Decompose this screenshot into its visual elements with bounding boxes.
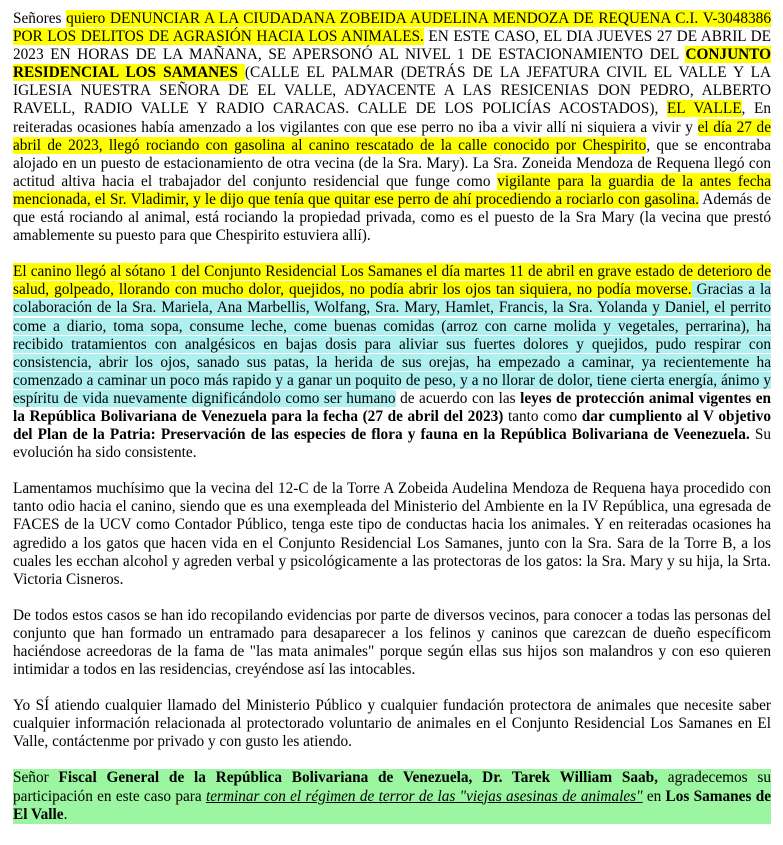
text-period: . (63, 805, 68, 823)
highlight-vigilante: vigilante para la guardia de la antes fecha mencionada, el Sr. Vladimir, y le dijo que tenía que quitar ese perro de ahí procediendo a rociarlo con gasolina. (13, 172, 771, 208)
text-terror-regime: terminar con el régimen de terror de las "viejas asesinas de animales" (205, 787, 643, 805)
text-parking-spot: , que se encontraba alojado en un puesto de estacionamiento de otra vecina (de la Sra. Mary). La Sra. Zoneida Mendoza de Requena llegó con actitud altiva hacia el trabajador del conjunto residencial que funge como (13, 136, 771, 190)
text-senor: Señor (13, 769, 59, 787)
highlight-residence-name: CONJUNTO RESIDENCIAL LOS SAMANES (13, 46, 771, 82)
text-salutation: Señores (13, 10, 67, 27)
paragraph-spacer (13, 245, 771, 263)
text-threats: , En reiteradas ocasiones había amenzado a los vigilantes con que ese perro no iba a vivir allí ni siquiera a vivir y (13, 100, 771, 136)
paragraph-spacer (13, 751, 771, 769)
paragraph-evidence: De todos estos casos se han ido recopilando evidencias por parte de diversos vecinos, para conocer a todas las personas del conjunto que han formado un entramado para desaparecer a los felinos y caninos que carezcan de dueño específicom haciéndose acreedoras de la fama de "las mata animales" porque según ellas sus hijos son malandros y con eso quieren intimidar a todos en las residencias, creyéndose así las intocables. (13, 606, 771, 679)
highlight-care-recovery: Gracias a la colaboración de la Sra. Mariela, Ana Marbellis, Wolfang, Sra. Mary, Hamlet, Francis, la Sra. Yolanda y Daniel, el perrito come a diario, toma sopa, consume leche, come buenas comidas (arroz con carne molida y vegetales, perrarina), ha recibido tratamientos con analgésicos en bajas dosis para aliviar sus fuertes dolores y quejidos, pudo respirar con consistencia, abrir los ojos, sanado sus patas, la herida de sus orejas, ha empezado a caminar, ya recientemente ha comenzado a caminar un poco más rapido y a ganar un poquito de peso, y a no llorar de dolor, tiene cierta energía, ánimo y espíritu de vida nuevamente dignificándolo como ser humano (13, 281, 771, 407)
text-private-property: Además de que está rociando al animal, está rociando la propiedad privada, como es el puesto de la Sra Mary (la vecina que prestó amablemente su puesto para que Chespirito estuviera allí). (13, 190, 771, 245)
text-as-well-as: tanto como (503, 407, 582, 425)
paragraph-complaint (13, 10, 771, 245)
text-address: (CALLE EL PALMAR (DETRÁS DE LA JEFATURA CIVIL EL VALLE Y LA IGLESIA NUESTRA SEÑORA DE EL VALLE, ADYACENTE A LAS RESICENIAS DON PEDRO, ALBERTO RAVELL, RADIO VALLE Y RADIO CARACAS. CALLE DE LOS POLICÍAS ACOSTADOS), (13, 64, 771, 118)
highlight-arrival-state: El canino llegó al sótano 1 del Conjunto Residencial Los Samanes el día martes 11 de abril en grave estado de deterioro de salud, golpeado, llorando con mucho dolor, quejidos, no podía abrir los ojos tan siquiera, no podía moverse. (13, 263, 771, 299)
text-evolution: Su evolución ha sido consistente. (13, 426, 771, 462)
text-samanes-el-valle: Los Samanes de El Valle (13, 787, 771, 823)
paragraph-fiscal-appeal (13, 769, 771, 823)
text-plan-patria: dar cumpliento al V objetivo del Plan de la Patria: Preservación de las especies de flora y fauna en la República Bolivariana de Veenezuela. (13, 407, 771, 444)
highlight-el-valle: EL VALLE (666, 100, 742, 118)
paragraph-spacer (13, 462, 771, 480)
text-animal-laws: leyes de protección animal vigentes en la República Bolivariana de Venezuela para la fecha (27 de abril del 2023) (13, 389, 771, 425)
paragraph-spacer (13, 589, 771, 607)
text-en: en (642, 787, 666, 805)
paragraph-spacer (13, 679, 771, 697)
paragraph-dog-condition (13, 263, 771, 462)
paragraph-contact: Yo SÍ atiendo cualquier llamado del Ministerio Público y cualquier fundación protectora de animales que necesite saber cualquier información relacionada al protectorado voluntario de animales en el Conjunto Residencial Los Samanes en El Valle, contáctenme por privado y con gusto les atiendo. (13, 697, 771, 751)
paragraph-neighbor: Lamentamos muchísimo que la vecina del 12-C de la Torre A Zobeida Audelina Mendoza de Requena haya procedido con tanto odio hacia el canino, siendo que es una exempleada del Ministerio del Ambiente en la IV República, una egresada de FACES de la UCV como Contador Público, tenga este tipo de conductas hacia los animales. Y en reiteradas ocasiones ha agredido a los gatos que hacen vida en el Conjunto Residencial Los Samanes, junto con la Sra. Sara de la Torre B, a los cuales les ecchan alcohol y agreden verbal y psicológicamente a las protectoras de los gatos: la Sra. Mary y su hija, la Srta. Victoria Cisneros. (13, 480, 771, 588)
text-thanks: agradecemos su participación en este caso para (13, 769, 771, 805)
highlight-denounce: quiero DENUNCIAR A LA CIUDADANA ZOBEIDA AUDELINA MENDOZA DE REQUENA C.I. V-3048386 POR LOS DELITOS DE AGRASIÓN HACIA LOS ANIMALES. (13, 10, 771, 46)
highlight-gasoline-event: el día 27 de abril de 2023, llegó rociando con gasolina al canino rescatado de la calle conocido por Chespirito (13, 118, 771, 154)
text-fiscal-general: Fiscal General de la República Bolivariana de Venezuela, Dr. Tarek William Saab, (58, 769, 658, 787)
text-according-to: de acuerdo con las (395, 389, 521, 407)
text-incident-date: EN ESTE CASO, EL DIA JUEVES 27 DE ABRIL DE 2023 EN HORAS DE LA MAÑANA, SE APERSONÓ AL NIVEL 1 DE ESTACIONAMIENTO DEL (13, 28, 771, 64)
